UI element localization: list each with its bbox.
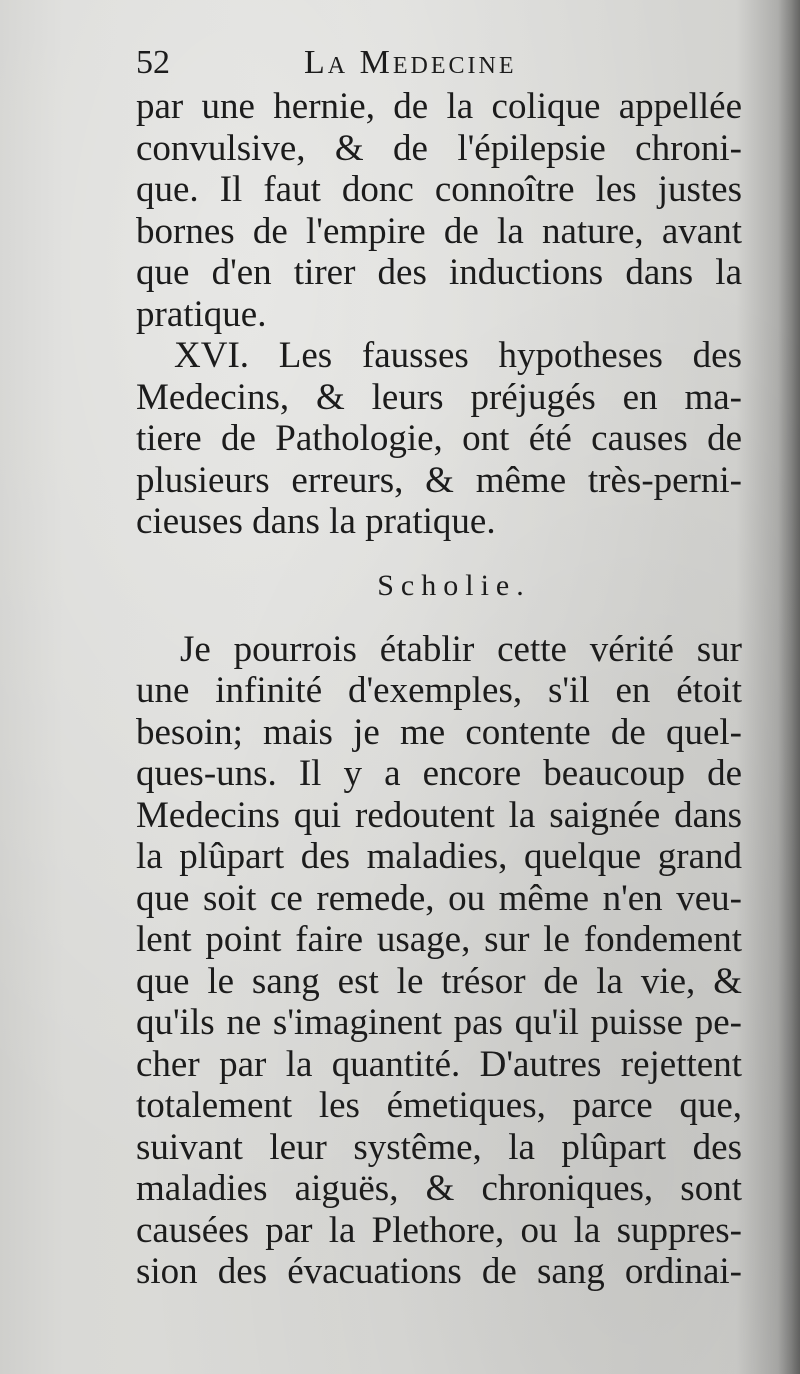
text-line: bornes de l'empire de la nature, avant (136, 210, 742, 252)
text-line: causées par la Plethore, ou la suppres- (136, 1209, 742, 1251)
proposition-start-line: XVI. Les fausses hypotheses des (174, 335, 742, 376)
text-line: par une hernie, de la colique appellée (136, 86, 742, 127)
page-header (136, 40, 742, 86)
text-line: ques-uns. Il y a encore beaucoup de (136, 753, 742, 794)
section-heading-scholie: Scholie. (377, 568, 531, 602)
text-line: besoin; mais je me contente de quel- (136, 711, 742, 753)
text-line: Medecins, & leurs préjugés en ma- (136, 376, 742, 418)
page-edge-shadow (778, 0, 800, 1374)
text-line: lent point faire usage, sur le fondement (136, 919, 742, 960)
text-line: la plûpart des maladies, quelque grand (136, 836, 742, 877)
text-line: qu'ils ne s'imaginent pas qu'il puisse pe- (136, 1002, 742, 1043)
text-line: pratique. (136, 293, 267, 335)
page-text-block (136, 40, 742, 1293)
text-line: cieuses dans la pratique. (136, 501, 496, 542)
text-line: que soit ce remede, ou même n'en veu- (136, 877, 742, 919)
text-line: Medecins qui redoutent la saignée dans (136, 794, 742, 836)
text-line: une infinité d'exemples, s'il en étoit (136, 670, 742, 711)
text-line: suivant leur systême, la plûpart des (136, 1126, 742, 1168)
paragraph-start-line: Je pourrois établir cette vérité sur (180, 628, 742, 670)
text-line: que le sang est le trésor de la vie, & (136, 960, 742, 1002)
text-line: que d'en tirer des inductions dans la (136, 252, 742, 293)
text-line: plusieurs erreurs, & même très-perni- (136, 459, 742, 501)
text-line: maladies aiguës, & chroniques, sont (136, 1168, 742, 1209)
text-line: cher par la quantité. D'autres rejettent (136, 1043, 742, 1085)
text-line: que. Il faut donc connoître les justes (136, 169, 742, 210)
page-number: 52 (136, 44, 170, 81)
text-line: sion des évacuations de sang ordinai- (136, 1251, 742, 1292)
text-line: convulsive, & de l'épilepsie chroni- (136, 127, 742, 169)
text-line: tiere de Pathologie, ont été causes de (136, 418, 742, 459)
text-line: totalement les émetiques, parce que, (136, 1085, 742, 1126)
running-title: La Medecine (304, 44, 517, 81)
